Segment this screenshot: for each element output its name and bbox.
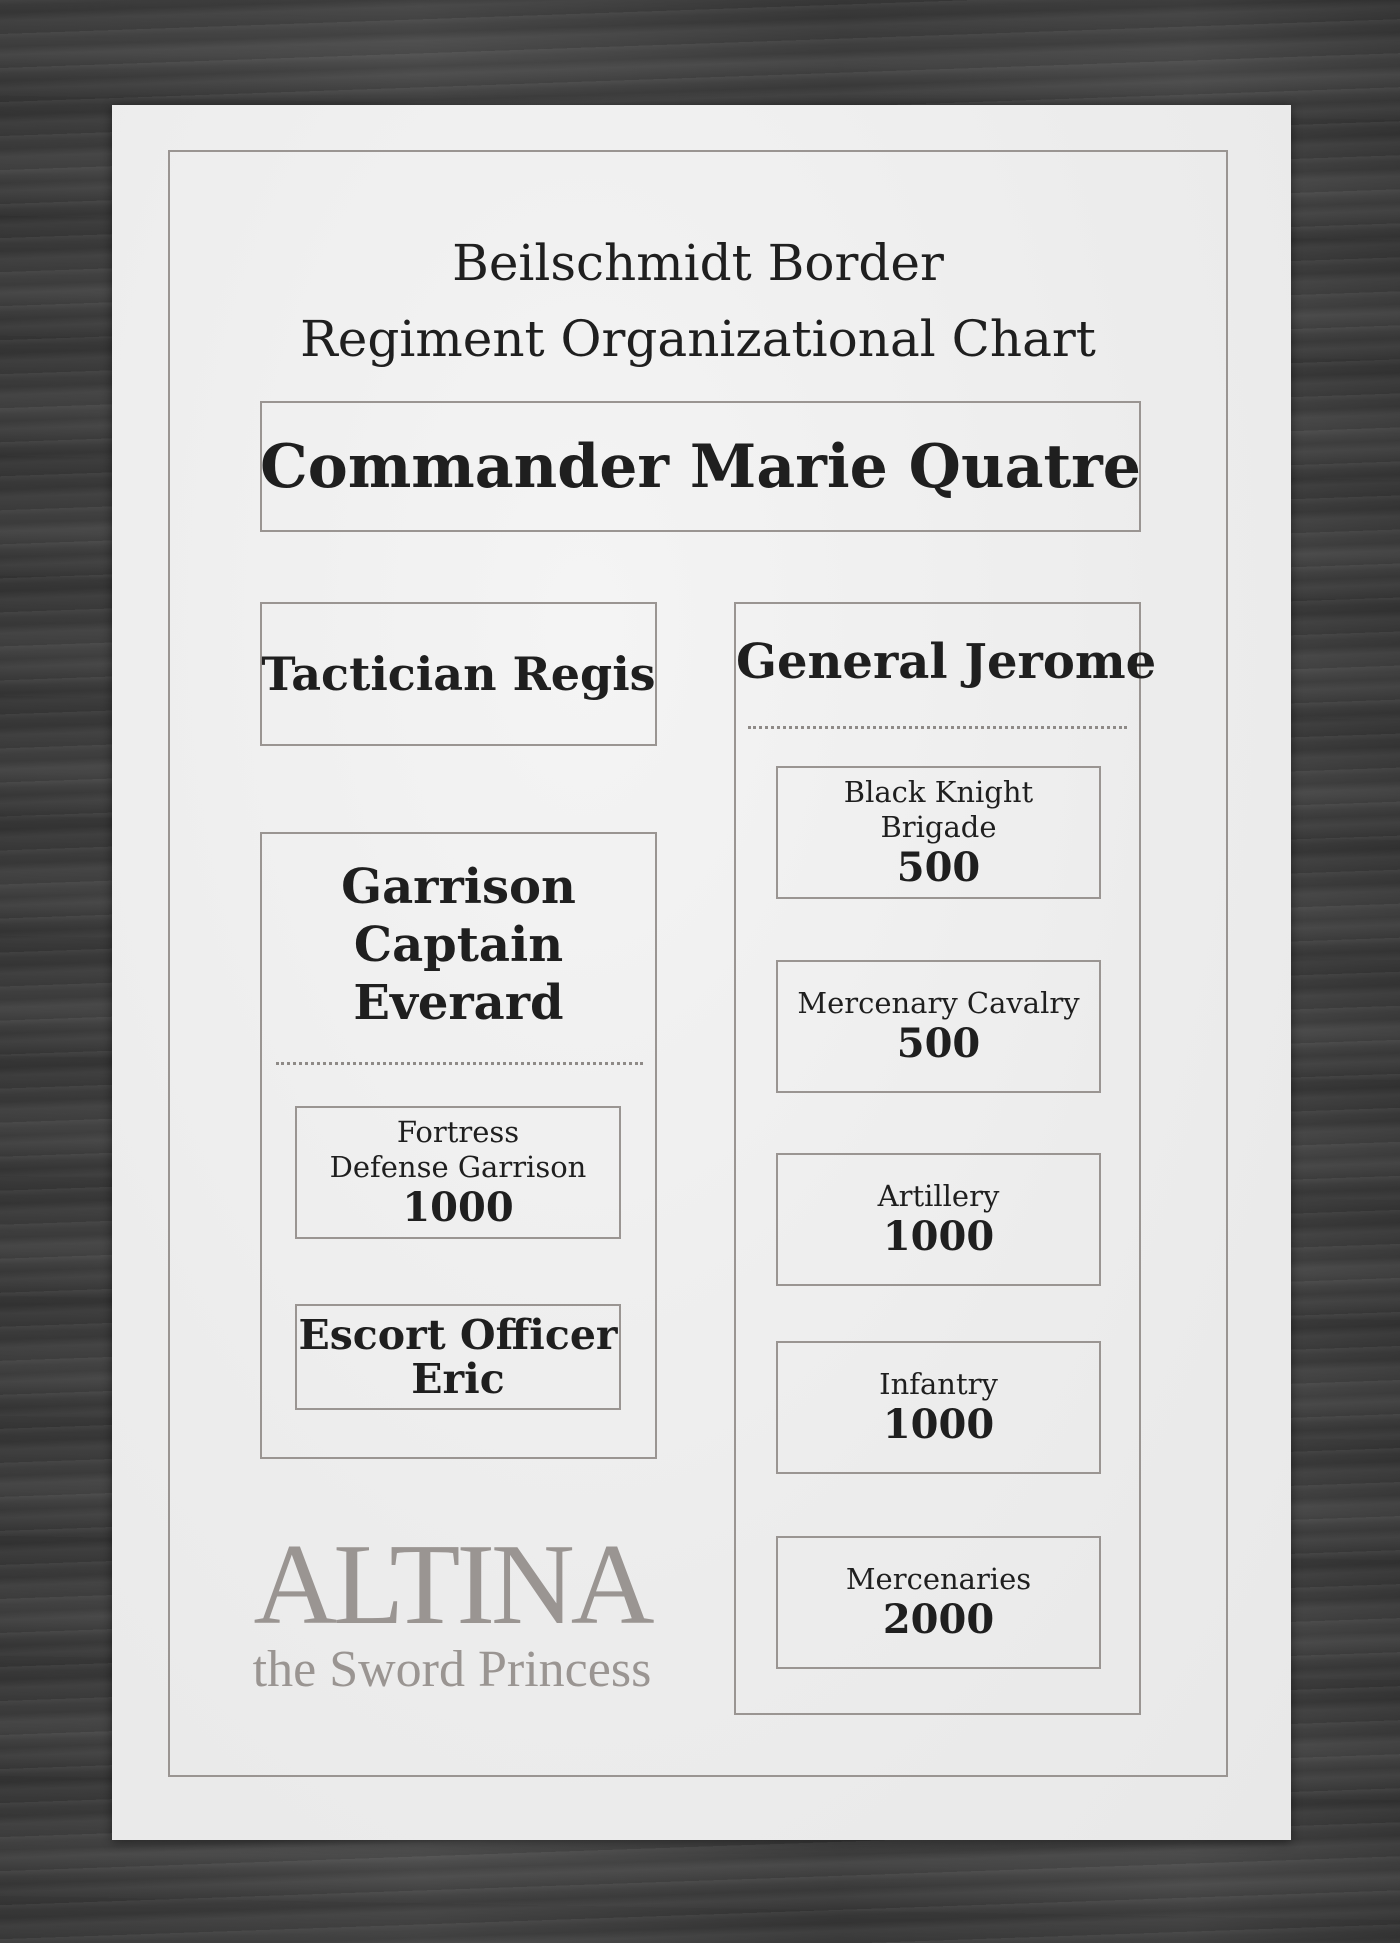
- logo-main-text: ALTINA: [253, 1521, 651, 1649]
- unit-box-mercenary-cavalry: [776, 960, 1101, 1093]
- garrison-captain-name-line: Garrison: [341, 859, 576, 915]
- general-name: General Jerome: [736, 634, 1157, 690]
- unit-name: Fortress: [396, 1114, 520, 1149]
- unit-count: 500: [896, 1020, 981, 1067]
- unit-name: Brigade: [880, 809, 997, 844]
- unit-box-black-knight-brigade: [776, 766, 1101, 899]
- altina-logo: [242, 1521, 662, 1698]
- garrison-divider: [276, 1062, 643, 1065]
- unit-count: 2000: [882, 1596, 995, 1643]
- unit-count: 1000: [402, 1183, 514, 1231]
- unit-count: 500: [896, 843, 981, 891]
- garrison-captain-name: [262, 858, 655, 1032]
- garrison-captain-box: [260, 832, 657, 1459]
- escort-officer-name: Eric: [411, 1355, 505, 1403]
- tactician-name: Tactician Regis: [261, 647, 656, 701]
- unit-name: Mercenaries: [845, 1562, 1032, 1596]
- unit-name: Artillery: [877, 1179, 1000, 1213]
- chart-paper: [112, 105, 1291, 1840]
- general-divider: [748, 726, 1127, 729]
- unit-box-fortress-defense-garrison: [295, 1106, 621, 1239]
- unit-box-infantry: [776, 1341, 1101, 1474]
- chart-title-line-2: Regiment Organizational Chart: [300, 310, 1096, 368]
- escort-officer-name: Escort Officer: [298, 1311, 618, 1359]
- logo-subtitle-text: the Sword Princess: [252, 1641, 652, 1698]
- commander-box: [260, 401, 1141, 532]
- chart-title-line-1: Beilschmidt Border: [452, 234, 944, 292]
- escort-officer-box: [295, 1304, 621, 1410]
- unit-count: 1000: [882, 1213, 995, 1260]
- general-box: [734, 602, 1157, 1715]
- commander-name: Commander Marie Quatre: [260, 431, 1141, 502]
- tactician-box: [260, 602, 657, 746]
- unit-name: Infantry: [879, 1367, 998, 1401]
- unit-box-mercenaries: [776, 1536, 1101, 1669]
- unit-name: Defense Garrison: [329, 1149, 587, 1184]
- chart-title: [168, 225, 1228, 377]
- garrison-captain-name-line: Everard: [353, 975, 564, 1031]
- garrison-captain-name-line: Captain: [353, 917, 564, 973]
- unit-box-artillery: [776, 1153, 1101, 1286]
- unit-name: Mercenary Cavalry: [797, 986, 1080, 1020]
- unit-count: 1000: [882, 1401, 995, 1448]
- unit-name: Black Knight: [843, 774, 1034, 809]
